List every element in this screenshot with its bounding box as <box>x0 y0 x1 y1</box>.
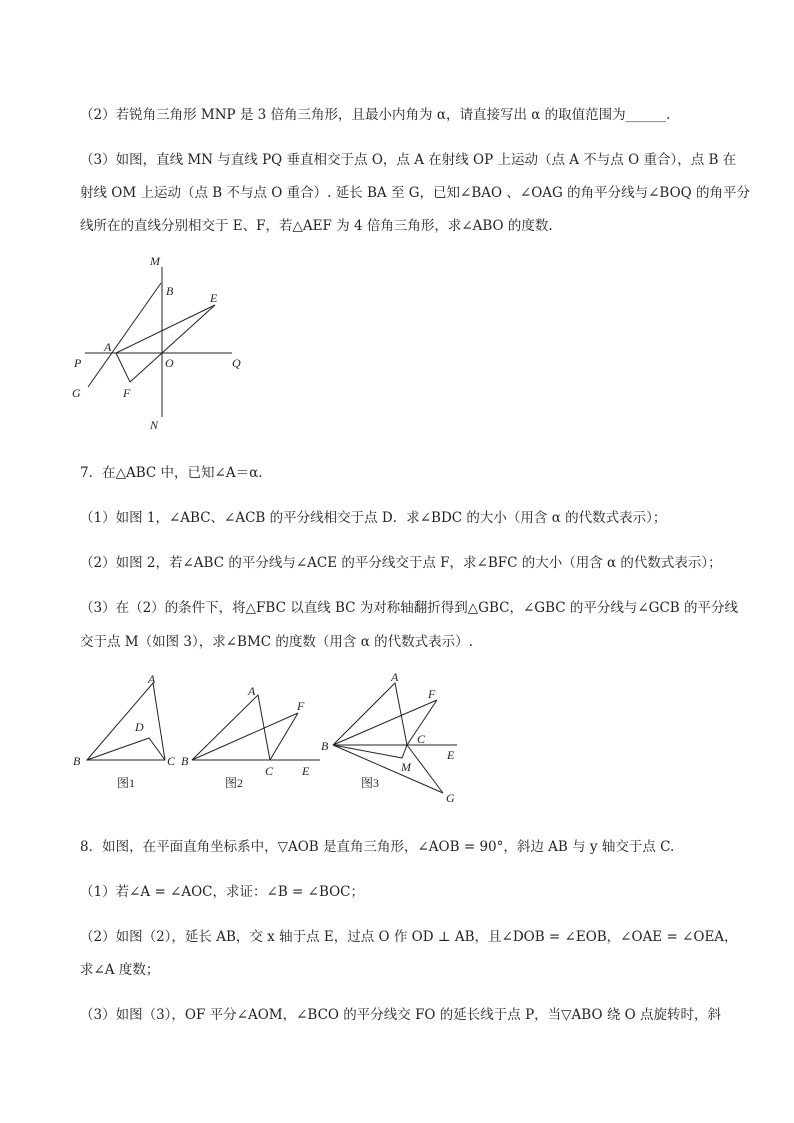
fig1-label-c: C <box>167 754 176 768</box>
label-e: E <box>210 291 218 305</box>
q6-part3-line1: （3）如图，直线 MN 与直线 PQ 垂直相交于点 O，点 A 在射线 OP 上运动（点 A 不与点 O 重合），点 B 在 <box>80 152 737 168</box>
fig3-label-c: C <box>417 732 426 746</box>
bisectors-bdc <box>87 738 165 760</box>
label-a: A <box>104 340 112 354</box>
fig2-line-bf <box>192 713 298 760</box>
fig3-label-a: A <box>391 670 399 684</box>
line-af <box>116 353 130 382</box>
fig2-label-c: C <box>265 764 274 778</box>
label-p: P <box>74 356 82 370</box>
triangle-abc <box>87 683 165 760</box>
q7-figure-1 <box>73 672 176 790</box>
label-q: Q <box>232 356 241 370</box>
q7-part2: （2）如图 2，若∠ABC 的平分线与∠ACE 的平分线交于点 F，求∠BFC 的大小（用含 α 的代数式表示）； <box>80 555 722 571</box>
fig3-line-bac <box>333 683 407 745</box>
label-g: G <box>72 386 81 400</box>
fig1-label-b: B <box>73 754 81 768</box>
q8-part3-line1: （3）如图（3），OF 平分∠AOM，∠BCO 的平分线交 FO 的延长线于点 P，当▽ABO 绕 O 点旋转时，斜 <box>80 1007 721 1023</box>
q6-part3-line3: 线所在的直线分别相交于 E、F，若△AEF 为 4 倍角三角形，求∠ABO 的度数. <box>80 218 553 234</box>
q8-part2-line2: 求∠A 度数； <box>80 962 160 978</box>
fig3-label-m: M <box>401 760 411 774</box>
label-m: M <box>150 254 160 268</box>
q7-stem: 7．在△ABC 中，已知∠A＝α. <box>80 465 263 481</box>
fig2-label-b: B <box>181 754 189 768</box>
fig3-label-g: G <box>446 791 455 805</box>
q6-figure <box>60 245 260 435</box>
q8-part2-line1: （2）如图（2），延长 AB，交 x 轴于点 E，过点 O 作 OD ⊥ AB，且∠DOB = ∠EOB，∠OAE = ∠OEA， <box>80 929 738 945</box>
fig1-label-d: D <box>135 720 144 734</box>
fig3-label-f: F <box>428 687 436 701</box>
fig1-caption: 图1 <box>117 776 136 790</box>
fig3-caption: 图3 <box>361 776 380 790</box>
q7-part3-line1: （3）在（2）的条件下，将△FBC 以直线 BC 为对称轴翻折得到△GBC，∠GBC 的平分线与∠GCB 的平分线 <box>80 600 738 616</box>
fig2-line-bac <box>192 695 270 760</box>
fig2-line-cf <box>270 713 298 760</box>
label-n: N <box>150 418 159 432</box>
fig3-bisectors-bmc <box>333 745 407 758</box>
q7-figure-2 <box>181 684 320 790</box>
fig2-label-f: F <box>297 699 305 713</box>
fig3-label-e: E <box>447 748 455 762</box>
q6-part3-line2: 射线 OM 上运动（点 B 不与点 O 重合）. 延长 BA 至 G，已知∠BAO 、∠OAG 的角平分线与∠BOQ 的角平分 <box>80 185 750 201</box>
q7-part1: （1）如图 1，∠ABC、∠ACB 的平分线相交于点 D．求∠BDC 的大小（用含 α 的代数式表示）； <box>80 510 667 526</box>
label-f: F <box>123 386 131 400</box>
fig3-label-b: B <box>321 739 329 753</box>
label-o: O <box>165 356 174 370</box>
label-b: B <box>166 284 174 298</box>
q7-part3-line2: 交于点 M（如图 3），求∠BMC 的度数（用含 α 的代数式表示）. <box>80 634 473 650</box>
fig3-line-bg <box>333 745 443 793</box>
fig2-label-e: E <box>302 764 310 778</box>
line-fe <box>130 305 215 382</box>
fig2-caption: 图2 <box>225 776 244 790</box>
fig2-label-a: A <box>248 684 256 698</box>
q8-stem: 8．如图，在平面直角坐标系中，▽AOB 是直角三角形，∠AOB = 90°，斜边 AB 与 y 轴交于点 C. <box>80 839 675 855</box>
q7-figures <box>65 665 475 810</box>
q8-part1: （1）若∠A = ∠AOC，求证：∠B = ∠BOC； <box>80 884 365 900</box>
fig3-line-cg <box>407 745 443 793</box>
q6-part2: （2）若锐角三角形 MNP 是 3 倍角三角形，且最小内角为 α，请直接写出 α 的取值范围为______. <box>80 107 671 123</box>
line-ae <box>116 305 215 353</box>
q7-figure-3 <box>321 670 457 805</box>
fig1-label-a: A <box>148 672 156 686</box>
